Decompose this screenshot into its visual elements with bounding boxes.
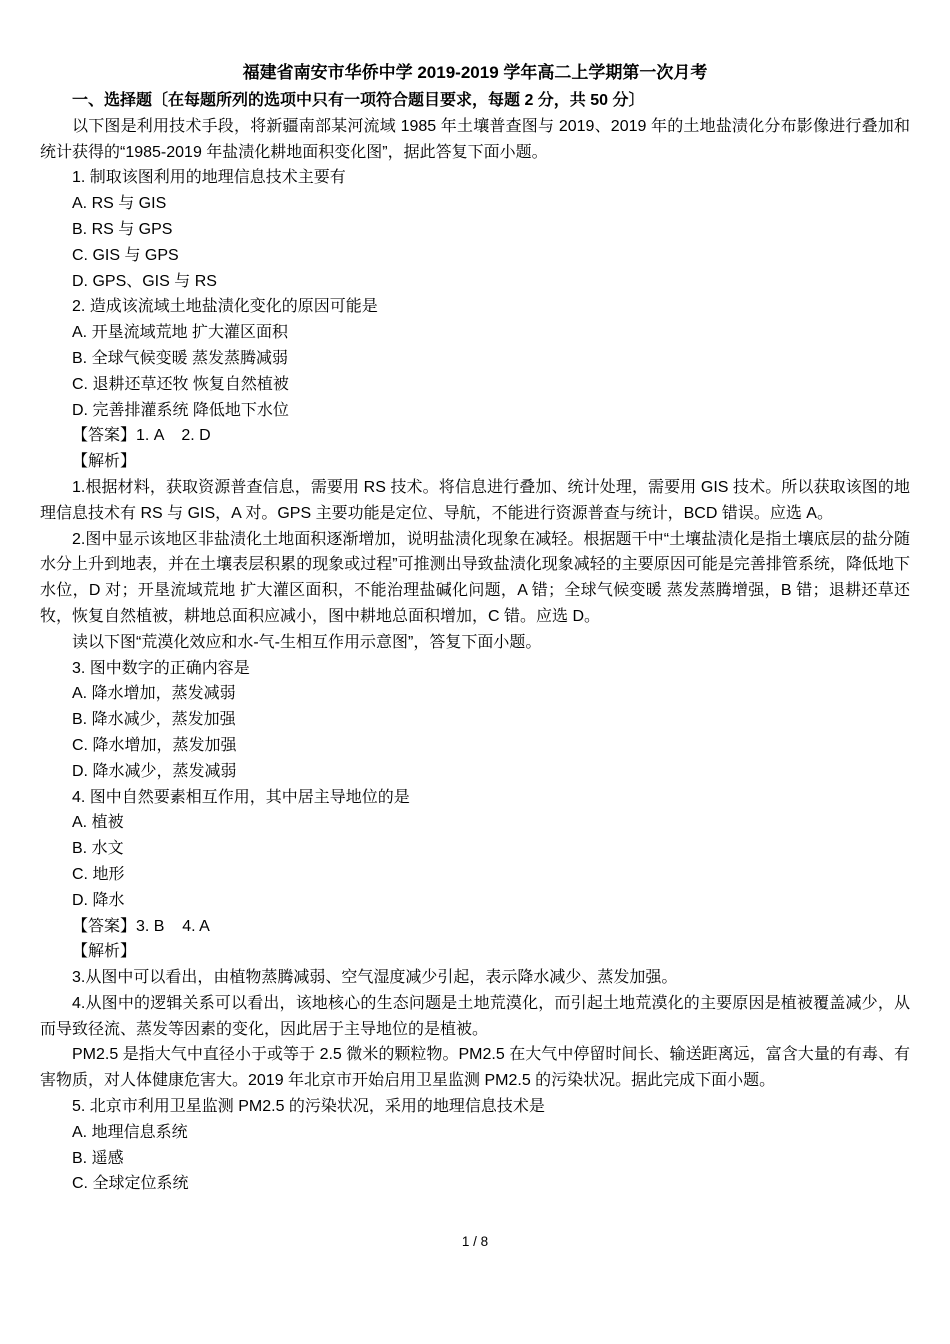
question-5-option-b: B. 遥感 <box>72 1149 124 1167</box>
document-lines <box>40 88 910 1197</box>
question-stem-2: 读以下图“荒漠化效应和水-气-生相互作用示意图”，答复下面小题。 <box>72 633 542 651</box>
question-3-option-d: D. 降水减少，蒸发减弱 <box>72 762 237 780</box>
question-1-option-c: C. GIS 与 GPS <box>72 246 179 264</box>
page-footer <box>0 1234 950 1250</box>
question-3-option-a: A. 降水增加，蒸发减弱 <box>72 685 236 703</box>
answer-1-2: 【答案】1. A 2. D <box>72 427 211 445</box>
question-stem: 以下图是利用技术手段，将新疆南部某河流域 1985 年土壤普查图与 2019、2019 年的土地盐渍化分布影像进行叠加和统计获得的“1985-2019 年盐渍化耕地面积变化图”，据此答复下面小题。 <box>40 117 910 161</box>
question-2: 2. 造成该流域土地盐渍化变化的原因可能是 <box>72 298 378 316</box>
question-3-option-c: C. 降水增加，蒸发加强 <box>72 736 237 754</box>
explanation-2: 2.图中显示该地区非盐渍化土地面积逐渐增加，说明盐渍化现象在减轻。根据题干中“土壤盐渍化是指土壤底层的盐分随水分上升到地表，并在土壤表层积累的现象或过程”可推测出导致盐渍化现象减轻的主要原因可能是完善排管系统，降低地下水位，D 对；开垦流域荒地 扩大灌区面积，不能治理盐碱化问题，A 错；全球气候变暖 蒸发蒸腾增强，B 错；退耕还草还牧，恢复自然植被，耕地总面积应减小，图中耕地总面积增加，C 错。应选 D。 <box>40 530 910 625</box>
question-2-option-c: C. 退耕还草还牧 恢复自然植被 <box>72 375 289 393</box>
question-1: 1. 制取该图利用的地理信息技术主要有 <box>72 169 346 187</box>
answer-3-4: 【答案】3. B 4. A <box>72 917 210 935</box>
question-4: 4. 图中自然要素相互作用，其中居主导地位的是 <box>72 788 410 806</box>
question-1-option-b: B. RS 与 GPS <box>72 220 173 238</box>
question-4-option-b: B. 水文 <box>72 840 124 858</box>
question-4-option-a: A. 植被 <box>72 814 124 832</box>
question-1-option-d: D. GPS、GIS 与 RS <box>72 272 217 290</box>
question-3-option-b: B. 降水减少，蒸发加强 <box>72 711 236 729</box>
question-2-option-b: B. 全球气候变暖 蒸发蒸腾减弱 <box>72 349 289 367</box>
page-number: 1 / 8 <box>461 1234 489 1249</box>
explanation-1: 1.根据材料，获取资源普查信息，需要用 RS 技术。将信息进行叠加、统计处理，需要用 GIS 技术。所以获取该图的地理信息技术有 RS 与 GIS，A 对。GPS 主要功能是定位、导航，不能进行资源普查与统计，BCD 错误。应选 A。 <box>40 478 910 522</box>
explanation-4: 4.从图中的逻辑关系可以看出，该地核心的生态问题是土地荒漠化，而引起土地荒漠化的主要原因是植被覆盖减少，从而导致径流、蒸发等因素的变化，因此居于主导地位的是植被。 <box>40 994 910 1038</box>
question-4-option-d: D. 降水 <box>72 891 125 909</box>
page-title: 福建省南安市华侨中学 2019-2019 学年高二上学期第一次月考 <box>242 63 708 82</box>
section-header: 一、选择题〔在每题所列的选项中只有一项符合题目要求，每题 2 分，共 50 分〕 <box>72 92 645 109</box>
question-5-option-a: A. 地理信息系统 <box>72 1123 188 1141</box>
question-5: 5. 北京市利用卫星监测 PM2.5 的污染状况，采用的地理信息技术是 <box>72 1098 545 1116</box>
question-2-option-a: A. 开垦流域荒地 扩大灌区面积 <box>72 324 289 342</box>
question-3: 3. 图中数字的正确内容是 <box>72 659 250 677</box>
question-4-option-c: C. 地形 <box>72 865 125 883</box>
analysis-label: 【解析】 <box>72 453 137 471</box>
question-2-option-d: D. 完善排灌系统 降低地下水位 <box>72 401 289 419</box>
analysis-label: 【解析】 <box>72 943 137 961</box>
explanation-3: 3.从图中可以看出，由植物蒸腾减弱、空气湿度减少引起，表示降水减少、蒸发加强。 <box>72 969 678 987</box>
question-stem-3: PM2.5 是指大气中直径小于或等于 2.5 微米的颗粒物。PM2.5 在大气中停留时间长、输送距离远，富含大量的有毒、有害物质，对人体健康危害大。2019 年北京市开始启用卫星监测 PM2.5 的污染状况。据此完成下面小题。 <box>40 1046 910 1090</box>
question-5-option-c: C. 全球定位系统 <box>72 1175 189 1193</box>
question-1-option-a: A. RS 与 GIS <box>72 195 167 213</box>
